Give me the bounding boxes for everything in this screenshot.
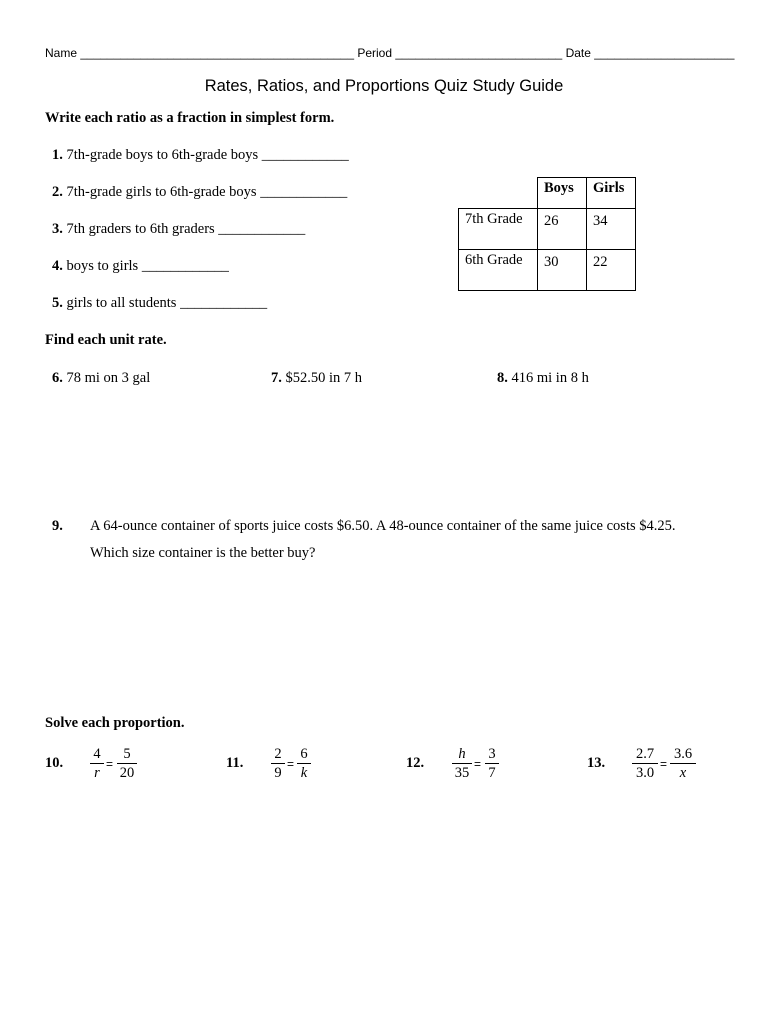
question-9-line-2: Which size container is the better buy? — [90, 545, 316, 561]
student-info-header — [45, 46, 734, 60]
question-12-number: 12. — [406, 755, 425, 771]
fraction-left — [271, 745, 285, 782]
name-label: Name — [45, 46, 78, 60]
denominator: k — [297, 763, 311, 782]
question-text: $52.50 in 7 h — [285, 370, 363, 386]
numerator: 5 — [123, 746, 131, 762]
table-corner — [459, 178, 538, 209]
table-cell-girls: 22 — [587, 250, 636, 291]
period-label: Period — [357, 46, 393, 60]
question-9-number: 9. — [52, 518, 63, 534]
question-number: 8. — [497, 370, 508, 386]
section-heading-unit-rate: Find each unit rate. — [45, 332, 167, 348]
section-heading-proportions: Solve each proportion. — [45, 715, 185, 731]
name-blank[interactable]: _________________________________________ — [80, 46, 354, 60]
question-text: 7th-grade girls to 6th-grade boys ____________ — [66, 184, 348, 200]
equals-sign: = — [474, 757, 482, 771]
question-4 — [52, 258, 229, 275]
numerator: 3 — [488, 746, 496, 762]
fraction-right — [117, 745, 137, 782]
question-text: 7th-grade boys to 6th-grade boys ____________ — [66, 147, 349, 163]
equals-sign: = — [106, 757, 114, 771]
question-13-number: 13. — [587, 755, 606, 771]
question-number: 2. — [52, 184, 63, 200]
table-cell-girls: 34 — [587, 209, 636, 250]
fraction-right — [670, 745, 696, 782]
question-number: 4. — [52, 258, 63, 274]
fraction-left — [632, 745, 658, 782]
table-row-label: 7th Grade — [459, 209, 538, 250]
question-text: boys to girls ____________ — [66, 258, 229, 274]
question-6 — [52, 370, 150, 387]
question-text: 78 mi on 3 gal — [66, 370, 151, 386]
grade-gender-table — [458, 177, 636, 291]
question-2 — [52, 184, 347, 201]
numerator: 6 — [300, 746, 308, 762]
period-blank[interactable]: _________________________ — [395, 46, 563, 60]
denominator: 20 — [117, 763, 137, 782]
fraction-right — [297, 745, 311, 782]
denominator: 35 — [452, 763, 472, 782]
numerator: 3.6 — [673, 746, 693, 762]
question-number: 3. — [52, 221, 63, 237]
fraction-left — [452, 745, 472, 782]
question-number: 7. — [271, 370, 282, 386]
table-header-girls: Girls — [587, 178, 636, 209]
question-11-number: 11. — [226, 755, 244, 771]
question-number: 6. — [52, 370, 63, 386]
date-label: Date — [565, 46, 591, 60]
question-5 — [52, 295, 267, 312]
table-row-label: 6th Grade — [459, 250, 538, 291]
question-number: 1. — [52, 147, 63, 163]
denominator: x — [670, 763, 696, 782]
question-9-line-1: A 64-ounce container of sports juice costs $6.50. A 48-ounce container of the same juice costs $4.25. — [90, 518, 676, 534]
question-1 — [52, 147, 349, 164]
question-3 — [52, 221, 305, 238]
question-text: 7th graders to 6th graders ____________ — [66, 221, 306, 237]
equals-sign: = — [660, 757, 668, 771]
page-title: Rates, Ratios, and Proportions Quiz Study Guide — [204, 77, 564, 95]
fraction-left — [90, 745, 104, 782]
denominator: 7 — [485, 763, 499, 782]
numerator: 2.7 — [635, 746, 655, 762]
denominator: 3.0 — [632, 763, 658, 782]
table-cell-boys: 30 — [538, 250, 587, 291]
table-row — [459, 250, 636, 291]
fraction-right — [485, 745, 499, 782]
table-cell-boys: 26 — [538, 209, 587, 250]
question-8 — [497, 370, 589, 387]
section-heading-ratios: Write each ratio as a fraction in simplest form. — [45, 110, 335, 126]
date-blank[interactable]: _____________________ — [594, 46, 735, 60]
equals-sign: = — [287, 757, 295, 771]
numerator: h — [458, 746, 466, 762]
question-text: girls to all students ____________ — [66, 295, 268, 311]
table-row — [459, 209, 636, 250]
question-10-number: 10. — [45, 755, 64, 771]
denominator: 9 — [271, 763, 285, 782]
denominator: r — [90, 763, 104, 782]
table-header-boys: Boys — [538, 178, 587, 209]
question-number: 5. — [52, 295, 63, 311]
question-7 — [271, 370, 362, 387]
question-text: 416 mi in 8 h — [511, 370, 589, 386]
numerator: 4 — [93, 746, 101, 762]
table-header-row — [459, 178, 636, 209]
numerator: 2 — [274, 746, 282, 762]
